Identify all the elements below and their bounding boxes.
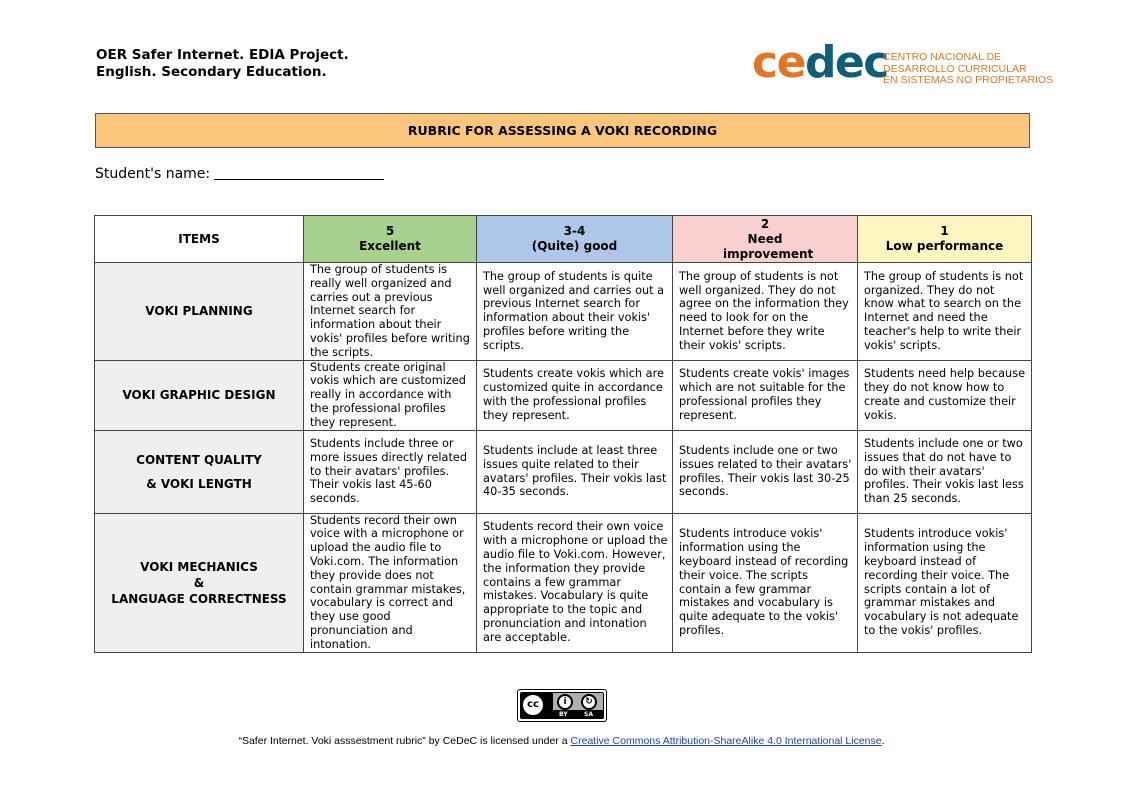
header-score: 5 (385, 224, 395, 238)
criteria-cell: Students create vokis' images which are not suitable for the professional profiles they represent. (673, 360, 858, 430)
by-label: BY (559, 711, 568, 718)
table-row (95, 430, 1032, 513)
table-header-row (95, 216, 1032, 263)
share-alike-icon: ↻ (581, 694, 597, 710)
logo-sub-line: CENTRO NACIONAL DE (883, 51, 1002, 63)
criteria-cell: Students include one or two issues related to their avatars' profiles. Their vokis last 30-25 seconds. (673, 430, 858, 513)
criteria-cell: The group of students is quite well organized and carries out a previous Internet search for information about their vokis' profiles before writing the scripts. (477, 263, 673, 361)
header-label: Excellent (359, 239, 421, 253)
project-title: OER Safer Internet. EDIA Project. (96, 47, 349, 63)
criteria-cell: Students record their own voice with a microphone or upload the audio file to Voki.com. The information they provide does not contain grammar mistakes, vocabulary is correct and they use good pronunciation and intonation. (304, 513, 477, 652)
header-label: Low performance (885, 239, 1004, 253)
criteria-cell: Students introduce vokis' information using the keyboard instead of recording their voice. The scripts contain a few grammar mistakes and vocabulary is quite adequate to the vokis' profiles. (673, 513, 858, 652)
cc-by-sa-badge[interactable] (517, 689, 607, 722)
criteria-cell: The group of students is really well organized and carries out a previous Internet search for information about their vokis' profiles before writing the scripts. (304, 263, 477, 361)
row-label (95, 430, 304, 513)
sa-label: SA (584, 711, 593, 718)
header-label: (Quite) good (531, 239, 618, 253)
logo-sub-line: DESARROLLO CURRICULAR (883, 62, 1027, 75)
rubric-table (94, 215, 1032, 653)
row-label: VOKI GRAPHIC DESIGN (95, 360, 304, 430)
header-score: 3-4 (563, 224, 586, 238)
criteria-cell: The group of students is not organized. They do not know what to search on the Internet and need the teacher's help to write their vokis' scripts. (858, 263, 1032, 361)
rubric-title-banner (95, 113, 1030, 148)
license-link[interactable]: Creative Commons Attribution-ShareAlike 4.0 International License (570, 735, 882, 747)
row-label-line: & VOKI LENGTH (146, 476, 252, 491)
cc-icon: cc (521, 693, 545, 717)
license-text: “Safer Internet. Voki asssestment rubric” by CeDeC is licensed under a (238, 735, 571, 747)
student-name-blank[interactable] (214, 165, 384, 180)
row-label-line: & (193, 575, 205, 590)
logo-sub-line: EN SISTEMAS NO PROPIETARIOS (883, 74, 1054, 86)
row-label: VOKI PLANNING (95, 263, 304, 361)
rubric-title: RUBRIC FOR ASSESSING A VOKI RECORDING (407, 123, 718, 138)
criteria-cell: Students include one or two issues that do not have to do with their avatars' profiles. Their vokis last less than 25 seconds. (858, 430, 1032, 513)
criteria-cell: Students include at least three issues quite related to their avatars' profiles. Their vokis last 40-35 seconds. (477, 430, 673, 513)
row-label (95, 513, 304, 652)
row-label-line: LANGUAGE CORRECTNESS (111, 591, 287, 606)
cedec-logo-subtitle (883, 52, 1053, 87)
header-score: 2 (760, 216, 770, 231)
header-label: Need improvement (723, 231, 814, 261)
license-footer (0, 735, 1123, 747)
header-label: ITEMS (178, 231, 220, 246)
document-header (96, 47, 349, 81)
criteria-cell: Students create vokis which are customized quite in accordance with the professional profiles they represent. (477, 360, 673, 430)
student-name-field (95, 165, 384, 182)
header-low-performance (858, 216, 1032, 263)
student-name-label: Student's name: (95, 166, 211, 182)
header-need-improvement (673, 216, 858, 263)
header-excellent (304, 216, 477, 263)
table-row (95, 513, 1032, 652)
header-items (95, 216, 304, 263)
table-row (95, 263, 1032, 361)
license-period: . (881, 735, 885, 747)
header-score: 1 (940, 224, 949, 238)
logo-dec: dec (804, 37, 888, 88)
course-subtitle: English. Secondary Education. (96, 64, 327, 80)
criteria-cell: The group of students is not well organized. They do not agree on the information they need to look for on the Internet before they write their vokis' scripts. (673, 263, 858, 361)
criteria-cell: Students introduce vokis' information using the keyboard instead of recording their voice. The scripts contain a lot of grammar mistakes and vocabulary is not adequate to the vokis' profiles. (858, 513, 1032, 652)
table-row (95, 360, 1032, 430)
criteria-cell: Students record their own voice with a microphone or upload the audio file to Voki.com. However, the information they provide contains a few grammar mistakes. Vocabulary is quite appropriate to the topic and pronunciation and intonation are acceptable. (477, 513, 673, 652)
criteria-cell: Students create original vokis which are customized really in accordance with the professional profiles they represent. (304, 360, 477, 430)
attribution-icon: i (557, 694, 573, 710)
cedec-logo-word (752, 38, 888, 88)
logo-ce: ce (752, 37, 805, 88)
row-label-line: VOKI MECHANICS (140, 559, 258, 574)
row-label-line: CONTENT QUALITY (136, 452, 262, 467)
header-quite-good (477, 216, 673, 263)
criteria-cell: Students need help because they do not know how to create and customize their vokis. (858, 360, 1032, 430)
criteria-cell: Students include three or more issues directly related to their avatars' profiles. Their vokis last 45-60 seconds. (304, 430, 477, 513)
